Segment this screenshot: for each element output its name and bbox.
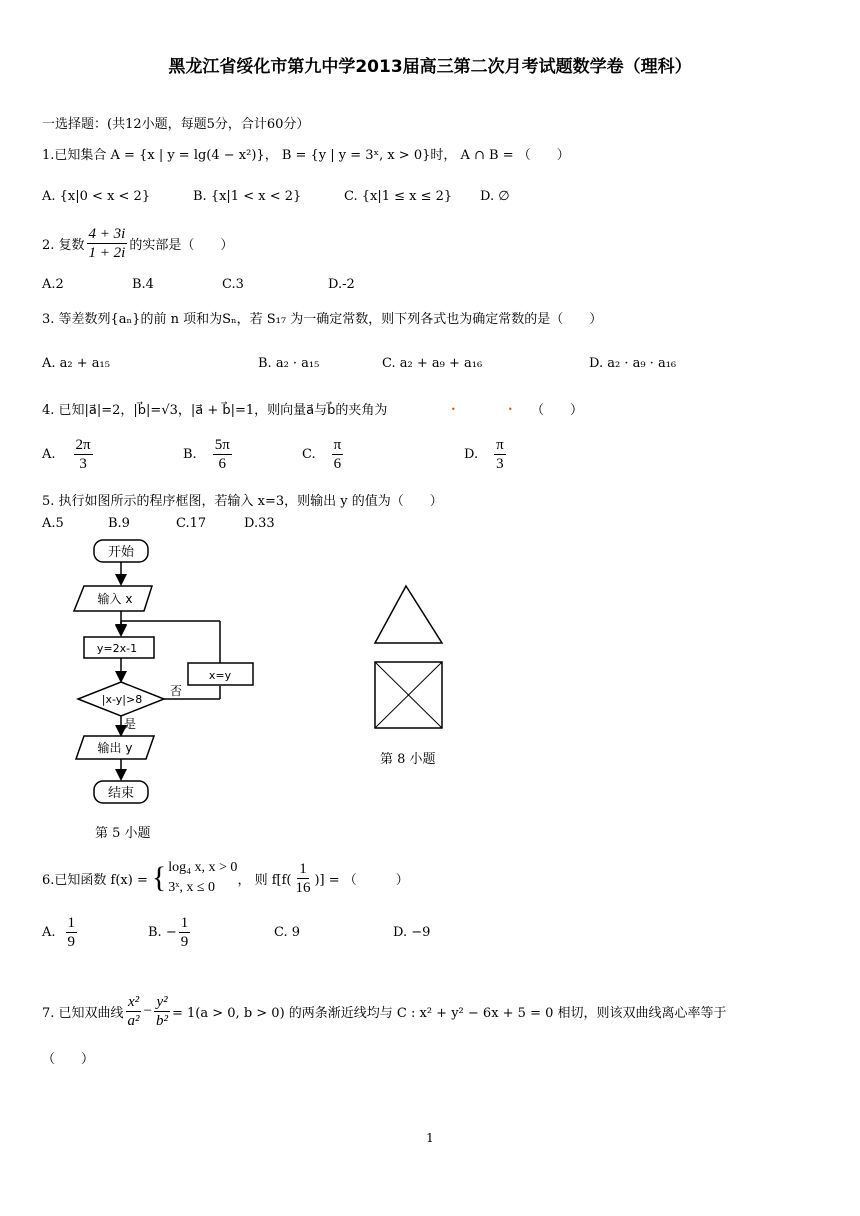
option-fraction bbox=[74, 436, 93, 473]
fraction-numerator: 5π bbox=[214, 437, 230, 453]
question-2-option-b: B.4 bbox=[132, 277, 154, 292]
question-3-stem: 3. 等差数列{aₙ}的前 n 项和为Sₙ，若 S₁₇ 为一确定常数，则下列各式也为确定常数的是（ ） bbox=[42, 312, 603, 327]
question-6-option-d: D. −9 bbox=[393, 925, 431, 940]
option-fraction bbox=[332, 436, 344, 473]
flowchart-end-label: 结束 bbox=[107, 786, 135, 801]
fraction-numerator: π bbox=[496, 437, 504, 453]
option-fraction bbox=[66, 914, 78, 951]
minus-sign: − bbox=[143, 1003, 153, 1019]
question-6-prefix: 6.已知函数 f(x) = bbox=[42, 872, 148, 888]
piecewise-cases bbox=[168, 858, 237, 898]
answer-blank-mark-2: . bbox=[508, 399, 513, 414]
flowchart-input-label: 输入 x bbox=[97, 592, 133, 606]
fraction-denominator: a² bbox=[127, 1013, 140, 1029]
fraction-numerator: 2π bbox=[75, 437, 91, 453]
flowchart-output-label: 输出 y bbox=[97, 741, 133, 755]
fraction-denominator: 3 bbox=[496, 456, 504, 472]
triangle-view bbox=[375, 586, 442, 643]
piecewise-case-1: log₄ x, x > 0 bbox=[168, 860, 238, 875]
question-2-fraction bbox=[87, 225, 128, 262]
flowchart-yes-label: 是 bbox=[124, 717, 137, 731]
question-4-option-d bbox=[464, 436, 508, 473]
question-2-prefix: 2. 复数 bbox=[42, 238, 85, 253]
caption-question-5: 第 5 小题 bbox=[95, 826, 151, 841]
question-2-suffix: 的实部是（ ） bbox=[129, 238, 234, 253]
page-number: 1 bbox=[426, 1131, 434, 1145]
question-5-option-c: C.17 bbox=[176, 516, 207, 531]
option-fraction bbox=[213, 436, 232, 473]
question-2-option-c: C.3 bbox=[222, 277, 244, 292]
caption-question-8: 第 8 小题 bbox=[380, 752, 436, 767]
question-4-paren: （ ） bbox=[531, 403, 584, 418]
fraction-denominator: 16 bbox=[295, 879, 311, 896]
question-2-option-d: D.-2 bbox=[328, 277, 355, 292]
flowchart-no-label: 否 bbox=[170, 684, 183, 698]
flowchart-figure bbox=[60, 535, 270, 815]
question-3-option-b: B. a₂ · a₁₅ bbox=[258, 356, 320, 371]
flowchart-condition-label: |x-y|>8 bbox=[101, 693, 143, 706]
piecewise-case-2: 3ˣ, x ≤ 0 bbox=[168, 880, 215, 895]
section-heading: 一选择题：(共12小题，每题5分，合计60分） bbox=[42, 117, 310, 132]
fraction-denominator: b² bbox=[156, 1013, 169, 1029]
question-1-option-d: D. ∅ bbox=[480, 189, 510, 204]
question-7-paren: （ ） bbox=[42, 1052, 95, 1067]
option-label: B. bbox=[183, 447, 197, 462]
question-5-stem: 5. 执行如图所示的程序框图，若输入 x=3，则输出 y 的值为（ ） bbox=[42, 494, 443, 509]
question-7-fraction-y bbox=[154, 993, 170, 1030]
fraction-numerator: 1 bbox=[180, 915, 189, 931]
question-2-option-a: A.2 bbox=[42, 277, 64, 292]
page-title: 黑龙江省绥化市第九中学2013届高三第二次月考试题数学卷（理科） bbox=[168, 57, 692, 77]
question-6-option-c: C. 9 bbox=[274, 925, 301, 940]
question-7-prefix: 7. 已知双曲线 bbox=[42, 1006, 124, 1021]
fraction-numerator: y² bbox=[156, 994, 168, 1010]
question-3-option-a: A. a₂ + a₁₅ bbox=[42, 356, 110, 371]
question-4-option-b bbox=[183, 436, 234, 473]
fraction-denominator: 9 bbox=[67, 934, 76, 950]
question-7-mid: = 1(a > 0, b > 0) 的两条渐近线均与 C : x² + y² − 6x + 5 = 0 相切，则该双曲线离心率等于 bbox=[172, 1006, 727, 1021]
answer-blank-mark-1: . bbox=[451, 399, 456, 414]
option-label: D. bbox=[464, 447, 479, 462]
option-label: A. bbox=[42, 447, 56, 462]
three-view-figure bbox=[360, 580, 460, 740]
question-1-option-a: A. {x|0 < x < 2} bbox=[42, 189, 151, 204]
question-6-fraction bbox=[293, 860, 312, 897]
option-label: A. bbox=[42, 925, 56, 940]
question-6-option-a bbox=[42, 914, 79, 951]
question-1-option-c: C. {x|1 ≤ x ≤ 2} bbox=[344, 189, 453, 204]
fraction-denominator: 3 bbox=[79, 456, 87, 472]
fraction-denominator: 6 bbox=[218, 456, 226, 472]
fraction-denominator: 6 bbox=[333, 456, 342, 472]
option-fraction bbox=[494, 436, 506, 473]
question-1-stem: 1.已知集合 A = {x | y = lg(4 − x²)}， B = {y | y = 3ˣ, x > 0}时， A ∩ B = （ ） bbox=[42, 148, 570, 163]
option-label: B. − bbox=[148, 925, 177, 940]
fraction-numerator: π bbox=[333, 437, 342, 453]
question-4-option-c bbox=[302, 436, 345, 473]
question-5-option-d: D.33 bbox=[244, 516, 275, 531]
question-4-stem: 4. 已知|a⃗|=2，|b⃗|=√3，|a⃗ + b⃗|=1，则向量a⃗与b⃗的夹角为 bbox=[42, 403, 388, 418]
fraction-denominator: 9 bbox=[180, 934, 189, 950]
flowchart-assign-label: y=2x-1 bbox=[96, 642, 138, 655]
fraction-numerator: 1 bbox=[299, 860, 307, 877]
question-5-option-a: A.5 bbox=[42, 516, 64, 531]
question-3-option-d: D. a₂ · a₉ · a₁₆ bbox=[589, 356, 677, 371]
question-1-option-b: B. {x|1 < x < 2} bbox=[193, 189, 302, 204]
brace-symbol: { bbox=[151, 861, 167, 894]
question-7-stem bbox=[42, 993, 727, 1030]
question-5-option-b: B.9 bbox=[108, 516, 130, 531]
option-label: C. bbox=[302, 447, 316, 462]
question-2-numerator: 4 + 3i bbox=[88, 226, 126, 242]
flowchart-loop-label: x=y bbox=[208, 669, 232, 682]
question-3-option-c: C. a₂ + a₉ + a₁₆ bbox=[382, 356, 483, 371]
question-7-fraction-x bbox=[126, 993, 142, 1030]
question-2-stem bbox=[42, 225, 233, 262]
question-2-denominator: 1 + 2i bbox=[88, 245, 126, 261]
option-fraction bbox=[179, 914, 191, 951]
question-6-stem bbox=[42, 858, 409, 898]
question-6-mid: ， 则 f[f( bbox=[237, 872, 292, 888]
fraction-numerator: 1 bbox=[67, 915, 76, 931]
question-6-option-b bbox=[148, 914, 192, 951]
question-4-option-a bbox=[42, 436, 95, 473]
fraction-numerator: x² bbox=[127, 994, 140, 1010]
question-6-suffix: )] = （ ） bbox=[314, 872, 409, 888]
flowchart-start-label: 开始 bbox=[107, 545, 135, 560]
